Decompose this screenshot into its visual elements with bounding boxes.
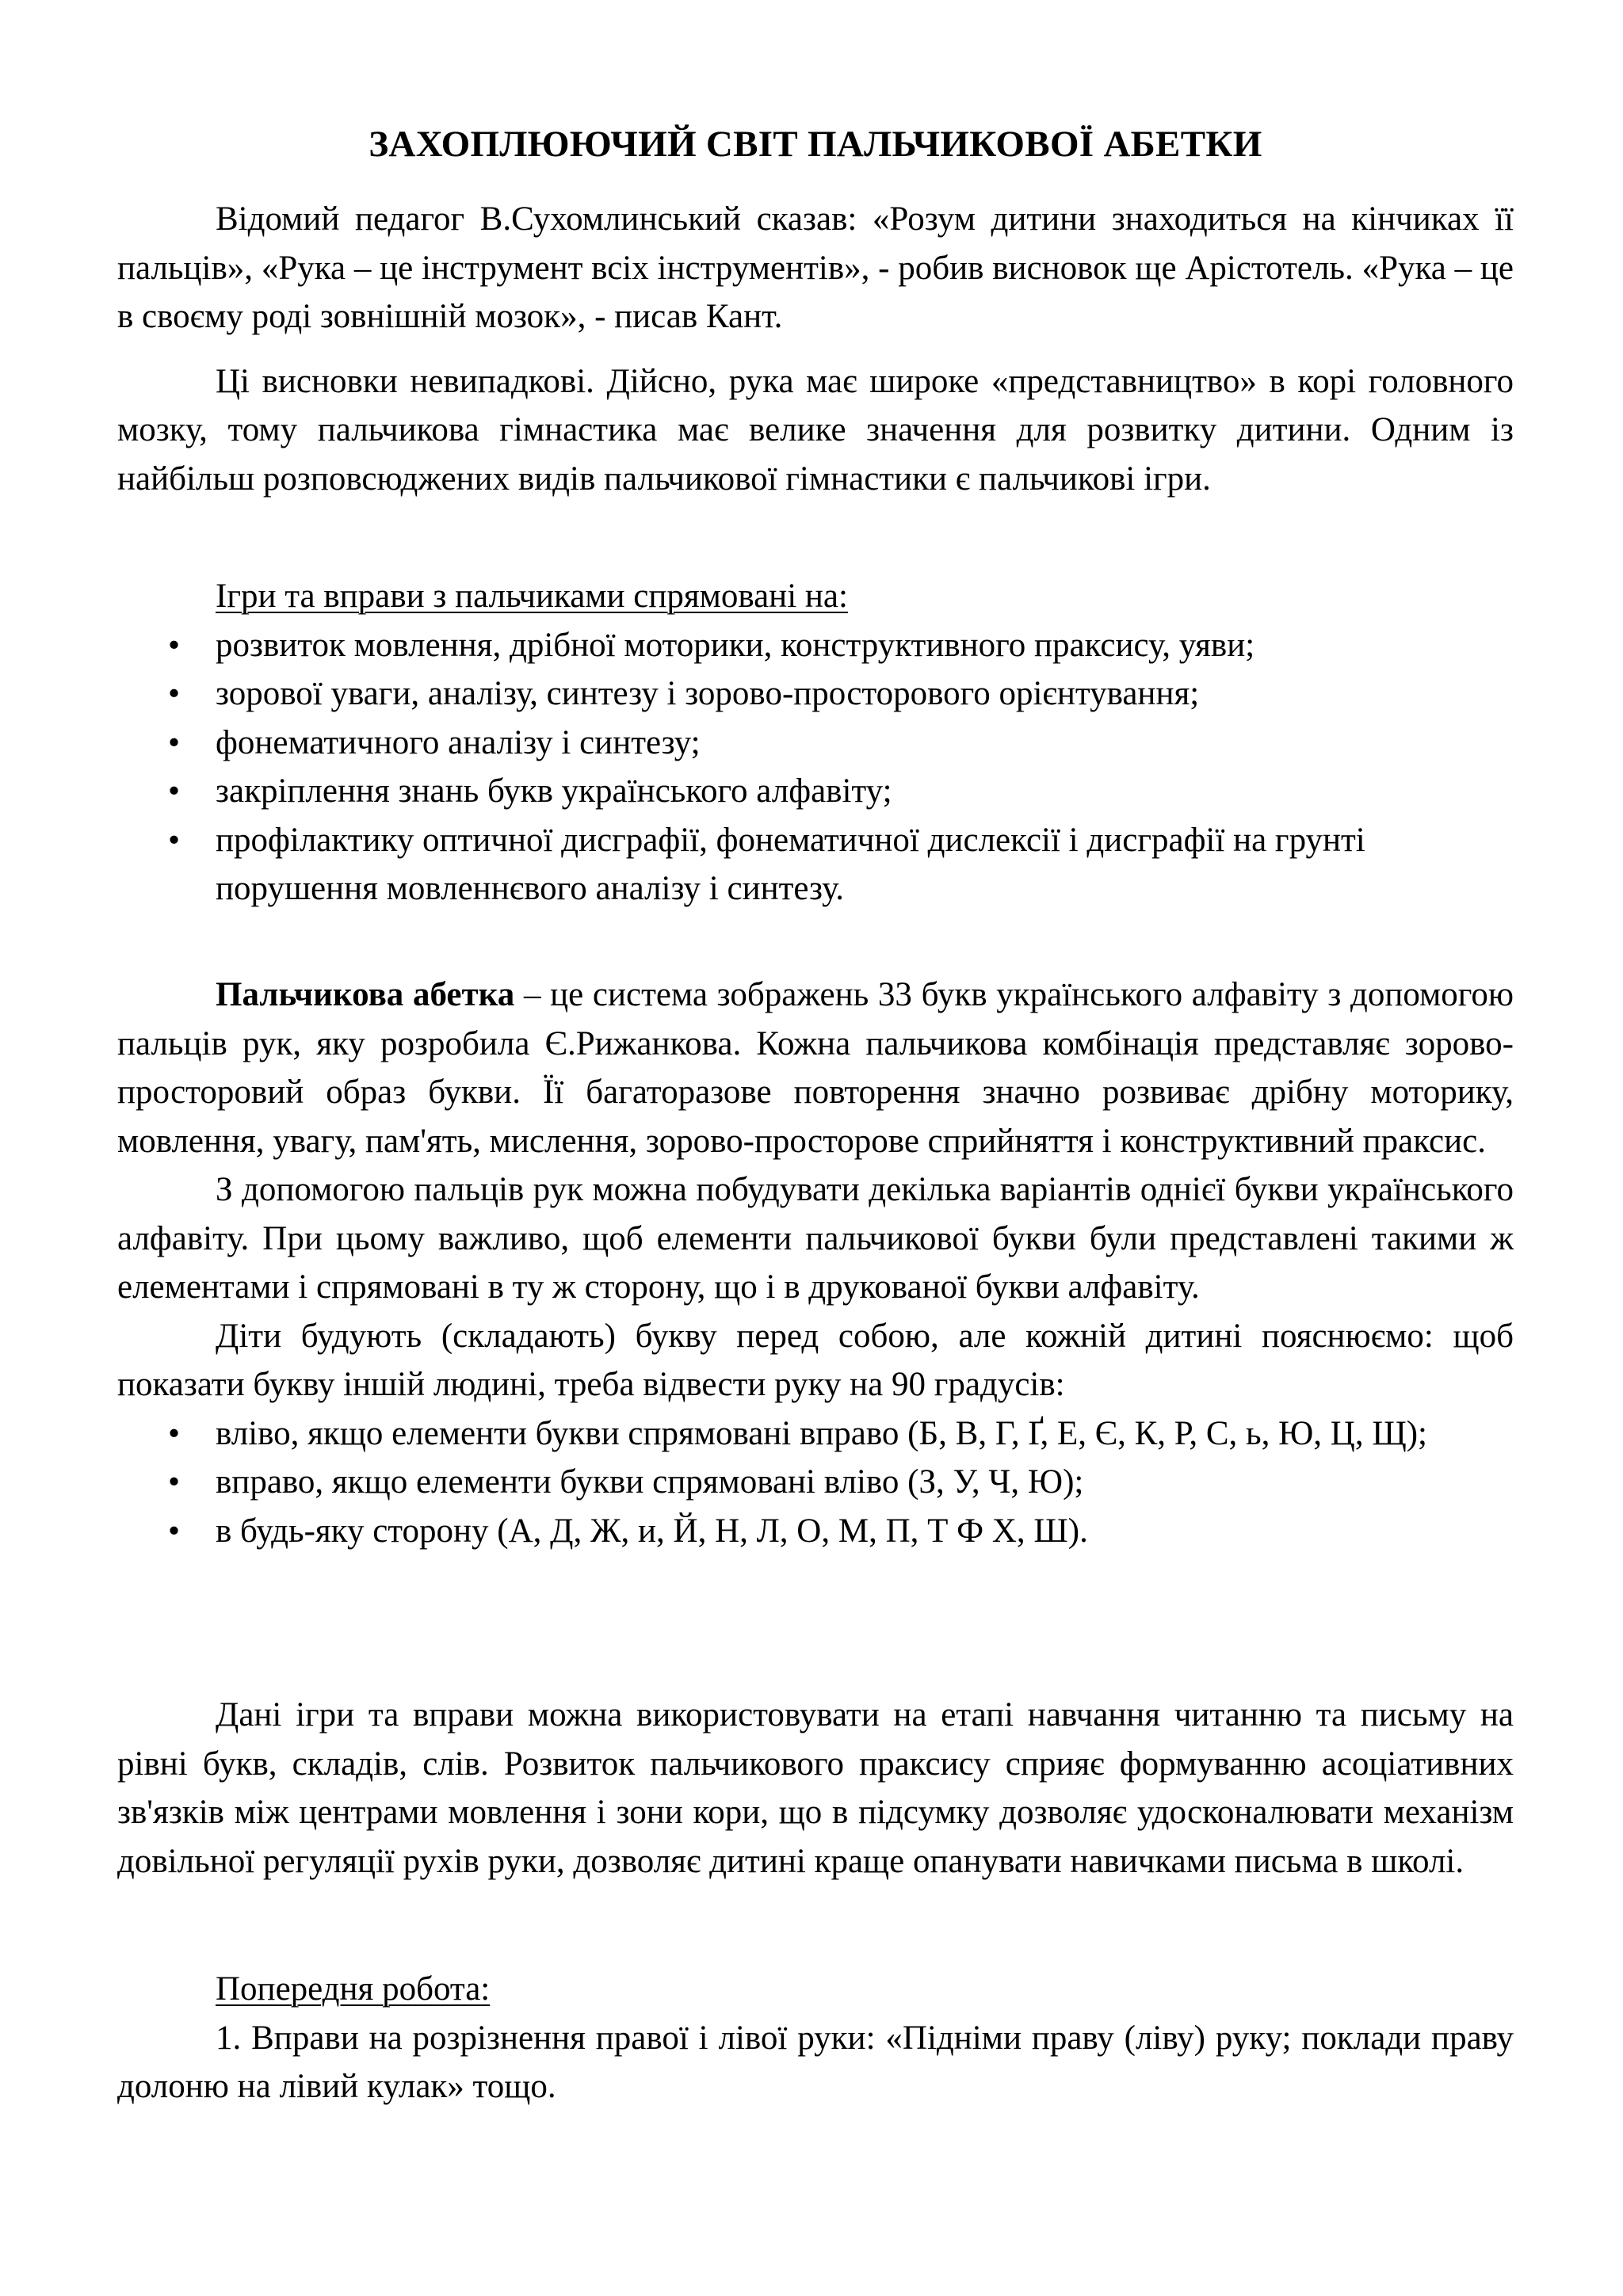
usage-section	[117, 1691, 1514, 1886]
list-item: • фонематичного аналізу і синтезу;	[117, 719, 1514, 768]
bullet-icon: •	[168, 1414, 181, 1452]
list-item: • профілактику оптичної дисграфії, фонематичної дислексії і дисграфії на грунті порушення мовленнєвого аналізу і синтезу.	[117, 816, 1514, 913]
list-item: • вправо, якщо елементи букви спрямовані вліво (З, У, Ч, Ю);	[117, 1458, 1514, 1507]
prep-heading: Попередня робота:	[216, 1970, 491, 2008]
usage-paragraph: Дані ігри та вправи можна використовувати на етапі навчання читанню та письму на рівні букв, складів, слів. Розвиток пальчикового праксису сприяє формуванню асоціативних зв'язків між центрами мовлення і зони кори, що в підсумку дозволяє удосконалювати механізм довільної регуляції рухів руки, дозволяє дитині краще опанувати навичками письма в школі.	[117, 1696, 1514, 1880]
variants-paragraph: З допомогою пальців рук можна побудувати декілька варіантів однієї букви українського алфавіту. При цьому важливо, щоб елементи пальчикової букви були представлені такими ж елементами і спрямовані в ту ж сторону, що і в друкованої букви алфавіту.	[117, 1171, 1514, 1306]
rotation-rules-list	[117, 1409, 1514, 1556]
prep-item-1: 1. Вправи на розрізнення правої і лівої руки: «Підніми праву (ліву) руку; поклади праву долоню на лівий кулак» тощо.	[117, 2019, 1514, 2105]
list-item: • розвиток мовлення, дрібної моторики, конструктивного праксису, уяви;	[117, 621, 1514, 670]
goals-section	[117, 572, 1514, 913]
bullet-icon: •	[168, 821, 181, 859]
rotation-paragraph: Діти будують (складають) букву перед собою, але кожній дитині пояснюємо: щоб показати букву іншій людині, треба відвести руку на 90 градусів:	[117, 1317, 1514, 1403]
bullet-icon: •	[168, 1512, 181, 1550]
goals-heading: Ігри та вправи з пальчиками спрямовані на:	[216, 578, 848, 615]
prep-section	[117, 1965, 1514, 2111]
intro-section	[117, 195, 1514, 503]
bullet-icon: •	[168, 772, 181, 810]
list-item: • зорової уваги, аналізу, синтезу і зорово-просторового орієнтування;	[117, 669, 1514, 719]
bullet-icon: •	[168, 675, 181, 712]
alphabet-section	[117, 971, 1514, 1555]
document-title: ЗАХОПЛЮЮЧИЙ СВІТ ПАЛЬЧИКОВОЇ АБЕТКИ	[369, 124, 1262, 165]
goals-list	[117, 621, 1514, 913]
second-paragraph: Ці висновки невипадкові. Дійсно, рука має широке «представництво» в корі головного мозку, тому пальчикова гімнастика має велике значення для розвитку дитини. Одним із найбільш розповсюджених видів пальчикової гімнастики є пальчикові ігри.	[117, 362, 1514, 498]
bullet-icon: •	[168, 1463, 181, 1501]
list-item: • вліво, якщо елементи букви спрямовані вправо (Б, В, Г, Ґ, Е, Є, К, Р, С, ь, Ю, Ц, Щ);	[117, 1409, 1514, 1459]
list-item: • закріплення знань букв українського алфавіту;	[117, 767, 1514, 816]
bullet-icon: •	[168, 626, 181, 664]
bullet-icon: •	[168, 723, 181, 761]
alphabet-term: Пальчикова абетка	[216, 976, 515, 1013]
intro-paragraph: Відомий педагог В.Сухомлинський сказав: «Розум дитини знаходиться на кінчиках її пальців», «Рука – це інструмент всіх інструментів», - робив висновок ще Арістотель. «Рука – це в своєму роді зовнішній мозок», - писав Кант.	[117, 200, 1514, 335]
alphabet-paragraph	[117, 971, 1514, 1165]
list-item: • в будь-яку сторону (А, Д, Ж, и, Й, Н, Л, О, М, П, Т Ф Х, Ш).	[117, 1507, 1514, 1556]
alphabet-definition: – це система зображень 33 букв українського алфавіту з допомогою пальців рук, яку розробила Є.Рижанкова. Кожна пальчикова комбінація представляє зорово-просторовий образ букви. Її багаторазове повторення значно розвиває дрібну моторику, мовлення, увагу, пам'ять, мислення, зорово-просторове сприйняття і конструктивний праксис.	[117, 976, 1514, 1160]
